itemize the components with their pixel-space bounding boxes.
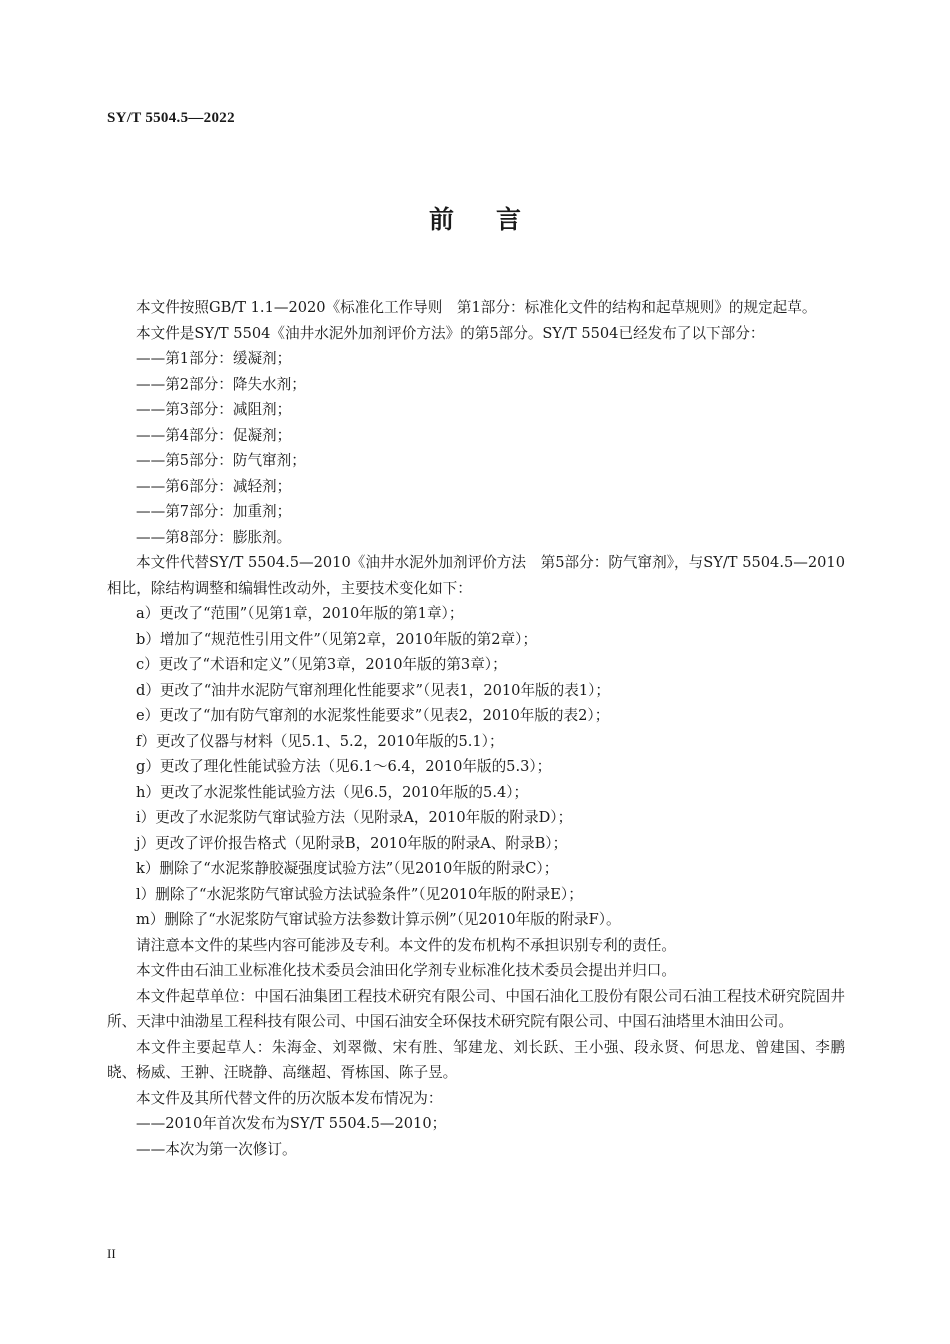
paragraph-committee: 本文件由石油工业标准化技术委员会油田化学剂专业标准化技术委员会提出并归口。 — [136, 962, 676, 979]
change-list-item: f）更改了仪器与材料（见5.1、5.2，2010年版的5.1）； — [136, 732, 504, 750]
part-list-item: ——第5部分：防气窜剂； — [136, 452, 306, 469]
part-list-item: ——第2部分：降失水剂； — [136, 375, 306, 393]
part-list-item: ——第1部分：缓凝剂； — [136, 350, 292, 367]
title-char-1: 前 — [428, 205, 454, 234]
change-list-item: a）更改了“范围”（见第1章，2010年版的第1章）； — [136, 605, 464, 622]
change-list-item: j）更改了评价报告格式（见附录B，2010年版的附录A、附录B）； — [136, 834, 568, 852]
paragraph-drafting-units: 本文件起草单位：中国石油集团工程技术研究有限公司、中国石油化工股份有限公司石油工程技术研究院固井所、天津中油渤星工程科技有限公司、中国石油安全环保技术研究院有限公司、中国石油塔里木油田公司。 — [107, 987, 845, 1030]
change-list-item: k）删除了“水泥浆静胶凝强度试验方法”（见2010年版的附录C）； — [136, 860, 559, 877]
change-list-item: m）删除了“水泥浆防气窜试验方法参数计算示例”（见2010年版的附录F）。 — [136, 911, 621, 928]
paragraph-patent-notice: 请注意本文件的某些内容可能涉及专利。本文件的发布机构不承担识别专利的责任。 — [136, 936, 676, 954]
part-list-item: ——第4部分：促凝剂； — [136, 426, 292, 444]
change-list-item: c）更改了“术语和定义”（见第3章，2010年版的第3章）； — [136, 656, 507, 673]
part-list-item: ——第8部分：膨胀剂。 — [136, 528, 292, 546]
paragraph-drafters: 本文件主要起草人：朱海金、刘翠微、宋有胜、邹建龙、刘长跃、王小强、段永贤、何思龙、曾建国、李鹏晓、杨威、王翀、汪晓静、高继超、胥栋国、陈子昱。 — [107, 1038, 845, 1081]
page-number: II — [107, 1246, 116, 1261]
change-list-item: b）增加了“规范性引用文件”（见第2章，2010年版的第2章）； — [136, 630, 538, 648]
change-list-item: e）更改了“加有防气窜剂的水泥浆性能要求”（见表2，2010年版的表2）； — [136, 707, 610, 724]
paragraph-drafting-rules: 本文件按照GB/T 1.1—2020《标准化工作导则 第1部分：标准化文件的结构和起草规则》的规定起草。 — [136, 299, 817, 316]
part-list-item: ——第6部分：减轻剂； — [136, 477, 292, 495]
page-title — [0, 200, 950, 236]
part-list-item: ——第7部分：加重剂； — [136, 503, 292, 520]
title-char-2: 言 — [496, 205, 522, 234]
change-list-item: d）更改了“油井水泥防气窜剂理化性能要求”（见表1，2010年版的表1）； — [136, 681, 611, 699]
history-list-item: ——2010年首次发布为SY/T 5504.5—2010； — [136, 1115, 447, 1132]
change-list-item: i）更改了水泥浆防气窜试验方法（见附录A，2010年版的附录D）； — [136, 809, 573, 826]
document-body — [107, 295, 845, 1162]
paragraph-replacement: 本文件代替SY/T 5504.5—2010《油井水泥外加剂评价方法 第5部分：防气窜剂》，与SY/T 5504.5—2010相比，除结构调整和编辑性改动外，主要技术变化如下： — [107, 554, 845, 597]
paragraph-part-intro: 本文件是SY/T 5504《油井水泥外加剂评价方法》的第5部分。SY/T 5504已经发布了以下部分： — [136, 324, 765, 342]
standard-code-header: SY/T 5504.5—2022 — [107, 110, 235, 126]
history-list-item: ——本次为第一次修订。 — [136, 1140, 297, 1158]
paragraph-history-intro: 本文件及其所代替文件的历次版本发布情况为： — [136, 1089, 443, 1107]
change-list-item: h）更改了水泥浆性能试验方法（见6.5，2010年版的5.4）； — [136, 783, 529, 801]
change-list-item: g）更改了理化性能试验方法（见6.1～6.4，2010年版的5.3）； — [136, 758, 552, 775]
change-list-item: l）删除了“水泥浆防气窜试验方法试验条件”（见2010年版的附录E）； — [136, 885, 583, 903]
part-list-item: ——第3部分：减阻剂； — [136, 401, 292, 418]
